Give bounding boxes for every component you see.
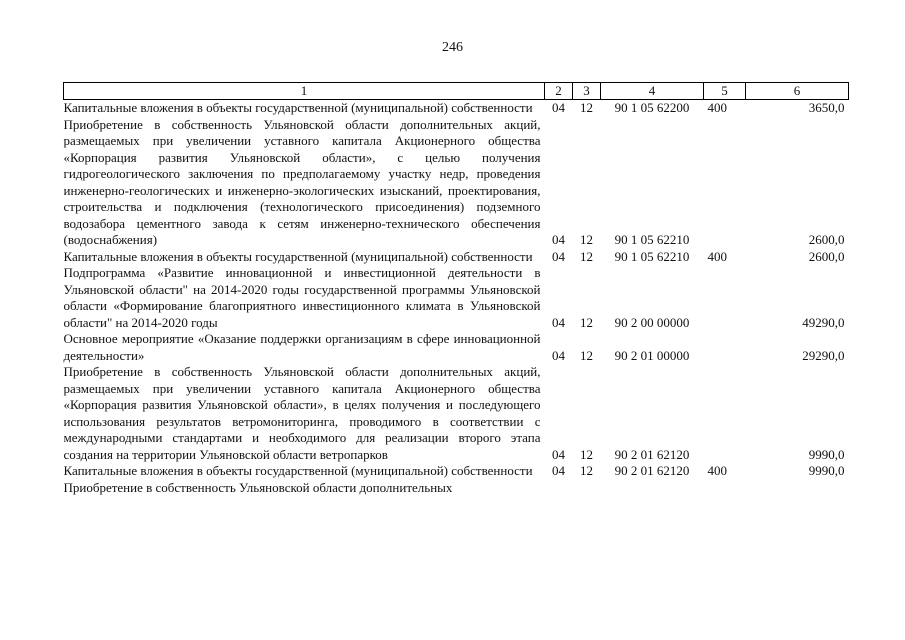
table-row [64, 265, 849, 331]
col-header-2: 2 [545, 83, 573, 100]
row-subsection: 12 [580, 248, 593, 264]
budget-table [63, 82, 849, 496]
row-subsection: 12 [580, 463, 593, 478]
row-expense-type: 400 [707, 463, 727, 478]
row-target-article [601, 480, 704, 497]
row-expense-type [704, 265, 746, 331]
row-description: Капитальные вложения в объекты государственной (муниципальной) собственности [63, 100, 533, 115]
table-row [64, 364, 849, 463]
col-header-4: 4 [601, 83, 704, 100]
table-row [64, 249, 849, 266]
row-description: Капитальные вложения в объекты государственной (муниципальной) собственности [63, 248, 533, 264]
row-section: 04 [552, 446, 565, 462]
col-header-3: 3 [573, 83, 601, 100]
row-amount: 49290,0 [802, 314, 845, 330]
table-row [64, 480, 849, 497]
row-section [545, 480, 573, 497]
row-subsection: 12 [580, 347, 593, 363]
col-header-1: 1 [64, 83, 545, 100]
row-section: 04 [552, 463, 565, 478]
row-expense-type [704, 364, 746, 463]
col-header-5: 5 [704, 83, 746, 100]
row-target-article: 90 1 05 62210 [614, 232, 690, 247]
row-amount: 29290,0 [802, 347, 845, 363]
row-target-article: 90 2 01 62120 [614, 463, 690, 478]
row-description: Капитальные вложения в объекты государственной (муниципальной) собственности [63, 463, 533, 478]
row-section: 04 [552, 100, 565, 115]
row-subsection: 12 [580, 314, 593, 330]
row-target-article: 90 1 05 62210 [614, 248, 690, 264]
row-expense-type [704, 117, 746, 249]
row-description: Приобретение в собственность Ульяновской области дополнительных акций, размещаемых при увеличении уставного капитала Акционерного общества «Корпорация развития Ульяновской области», с целью получения гидрогеологического заключения по предполагаемому участку недр, проведения инженерно-геологических и инженерно-экологических изысканий, проектирования, строительства и подключения (технологического присоединения) подземного водозабора цементного завода к сетям инженерно-технического обеспечения (водоснабжения) [63, 116, 541, 247]
row-amount: 9990,0 [808, 446, 845, 462]
header-row [64, 83, 849, 100]
row-section: 04 [552, 248, 565, 264]
row-target-article: 90 2 01 62120 [614, 446, 690, 462]
row-amount: 2600,0 [808, 248, 845, 264]
row-expense-type: 400 [707, 248, 727, 264]
table-row [64, 117, 849, 249]
row-description: Основное мероприятие «Оказание поддержки организациям в сфере инновационной деятельности» [63, 331, 541, 363]
row-target-article: 90 2 00 00000 [614, 314, 690, 330]
row-subsection: 12 [580, 100, 593, 115]
row-amount: 3650,0 [808, 100, 845, 115]
table-row [64, 100, 849, 117]
row-target-article: 90 2 01 00000 [614, 347, 690, 363]
row-expense-type [704, 480, 746, 497]
row-section: 04 [552, 347, 565, 363]
row-amount [746, 480, 849, 497]
page-number: 246 [442, 40, 463, 55]
row-subsection: 12 [580, 446, 593, 462]
row-expense-type: 400 [707, 100, 727, 115]
col-header-6: 6 [746, 83, 849, 100]
row-section: 04 [552, 314, 565, 330]
row-section: 04 [552, 232, 565, 247]
row-expense-type [704, 331, 746, 364]
row-target-article: 90 1 05 62200 [614, 100, 690, 115]
row-description: Подпрограмма «Развитие инновационной и инвестиционной деятельности в Ульяновской области" на 2014-2020 годы государственной программы Ульяновской области «Формирование благоприятного инвестиционного климата в Ульяновской области" на 2014-2020 годы [63, 265, 541, 330]
row-description: Приобретение в собственность Ульяновской области дополнительных акций, размещаемых при увеличении уставного капитала Акционерного общества «Корпорация развития Ульяновской области», в целях получения и последующего использования результатов ветромониторинга, проводимого в соответствии с международными стандартами и необходимого для реализации второго этапа создания на территории Ульяновской области ветропарков [63, 364, 541, 462]
table-row [64, 331, 849, 364]
row-amount: 2600,0 [808, 232, 845, 247]
row-amount: 9990,0 [808, 463, 845, 478]
table-row [64, 463, 849, 480]
row-description: Приобретение в собственность Ульяновской области дополнительных [63, 479, 453, 495]
row-subsection: 12 [580, 232, 593, 247]
row-subsection [573, 480, 601, 497]
